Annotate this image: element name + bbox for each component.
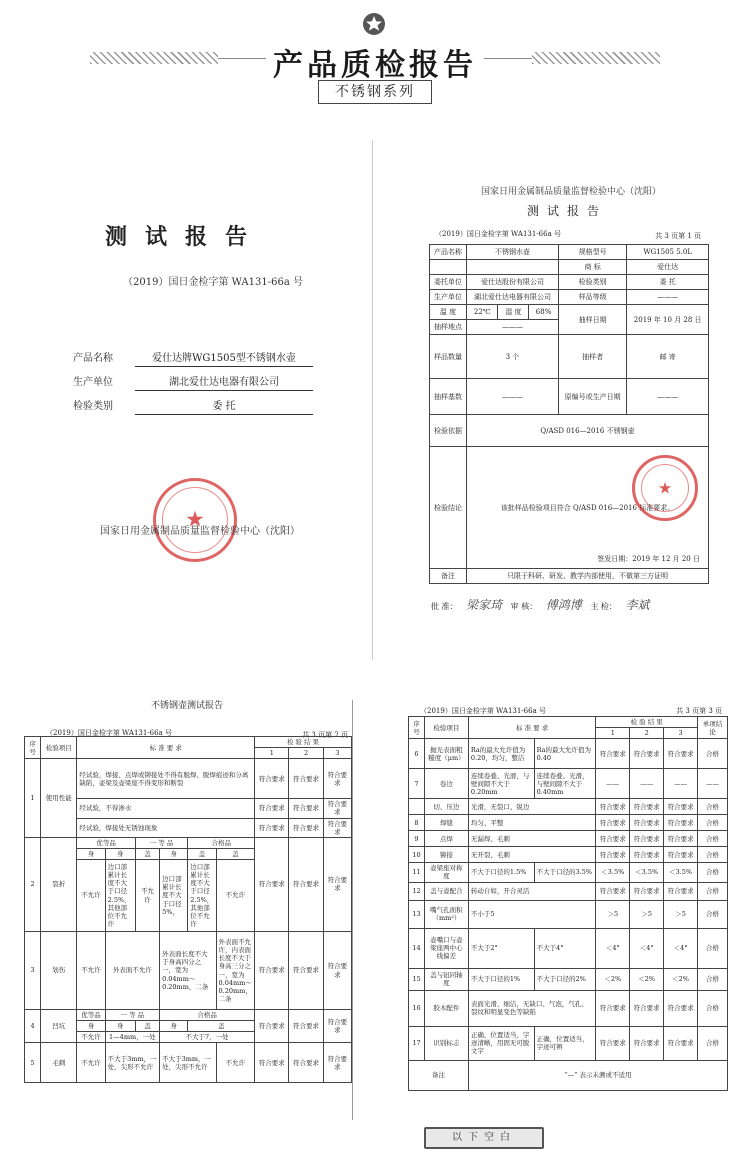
cell: 壶嘴口与壶梁座两中心线偏差 [424, 928, 468, 968]
cell: 1 [25, 759, 41, 838]
cell: 不允许 [77, 1032, 105, 1043]
th: 标 准 要 求 [468, 717, 595, 739]
cell: 不小于5 [468, 900, 595, 928]
cell: ＜4° [596, 928, 630, 968]
signature-row [431, 596, 711, 613]
cover-value: 委 托 [135, 397, 313, 415]
cover-organization: 国家日用金属制品质量监督检验中心（沈阳） [100, 526, 300, 537]
report-info-table [429, 244, 709, 584]
cell: 身 [77, 1021, 105, 1032]
cell: 符合要求 [289, 1010, 323, 1043]
cell: 只限于科研、研发、教学内部使用，不做第三方证明 [467, 569, 709, 584]
table-row [409, 968, 728, 990]
cell: 合格 [698, 831, 728, 847]
cell: ——— [627, 379, 709, 415]
p3-results-table [24, 736, 352, 1083]
report-title: 测试报告 [527, 204, 608, 218]
cell: 抽样地点 [430, 320, 467, 335]
cell: 符合要求 [323, 1010, 351, 1043]
th: 检 验 结 果 [596, 717, 698, 728]
cell: 不大于口径的3.5% [534, 863, 596, 882]
cell: 不大于7，一处 [160, 1032, 255, 1043]
table-row [409, 863, 728, 882]
cell: 合格 [698, 1026, 728, 1060]
cell: 合格 [698, 968, 728, 990]
conclusion-cell [467, 447, 709, 569]
cell: 嘴气孔面积（mm²） [424, 900, 468, 928]
cell: 符合要求 [664, 1026, 698, 1060]
th: 序号 [25, 737, 41, 759]
cell: 12 [409, 882, 425, 900]
cell [467, 260, 559, 275]
cell: 不允许 [216, 860, 255, 932]
cell: —— [630, 769, 664, 799]
cell: 符合要求 [664, 990, 698, 1026]
cover-label: 生产单位 [73, 377, 113, 388]
cell: 规格型号 [558, 245, 626, 260]
header-rule-right [484, 58, 532, 59]
p4-page-number: 共 3 页第 3 页 [676, 707, 722, 715]
cell: 卷边 [424, 769, 468, 799]
page-subtitle: 不锈钢系列 [318, 80, 432, 104]
header-rule-left [218, 58, 266, 59]
cell: ＜2% [596, 968, 630, 990]
hatch-decoration-left [90, 52, 218, 64]
cell: 不大于4° [534, 928, 596, 968]
cell: 爱仕达股份有限公司 [467, 275, 559, 290]
main-label: 主 检： [590, 602, 617, 611]
cell: 3 个 [467, 335, 559, 379]
cell: 身 [77, 848, 105, 859]
table-row [409, 990, 728, 1026]
th: 2 [289, 748, 323, 759]
cell: 符合要求 [630, 1026, 664, 1060]
cell: 一 等 品 [105, 1010, 159, 1021]
cell: 盖 [135, 1021, 159, 1032]
cell: 合格 [698, 815, 728, 831]
cell: 符合要求 [289, 932, 323, 1010]
cell: ＜4° [664, 928, 698, 968]
cell: WG1505 5.0L [627, 245, 709, 260]
cell: —— [596, 769, 630, 799]
p4-results-table [408, 716, 728, 1091]
cell: 符合要求 [630, 799, 664, 815]
cell: ——— [627, 290, 709, 305]
cell: 合格 [698, 863, 728, 882]
report-organization: 国家日用金属制品质量监督检验中心（沈阳） [481, 187, 662, 197]
cell: ＞5 [630, 900, 664, 928]
cell: 爱仕达 [627, 260, 709, 275]
cell: 外表面长度不大于身高四分之一，宽为0.04mm～0.20mm，二条 [160, 932, 216, 1010]
report-number: （2019）国日金检字第 WA131-66a 号 [435, 230, 561, 238]
note-text: “—” 表示未测或不适用 [468, 1060, 727, 1090]
cell: 焊缝 [424, 815, 468, 831]
cell: 3 [25, 932, 41, 1010]
cover-value: 爱仕达牌WG1505型不锈钢水壶 [135, 349, 313, 367]
cell: 盖与壶配合 [424, 882, 468, 900]
report-page-number: 共 3 页第 1 页 [655, 232, 701, 240]
cell: 连续卷叠、光滑，与壁间隙不大于0.20mm [468, 769, 534, 799]
cell: 样品数量 [430, 335, 467, 379]
cell: 符合要求 [630, 847, 664, 863]
cell: 符合要求 [596, 882, 630, 900]
cell: 符合要求 [289, 1043, 323, 1083]
cell: 合格 [698, 928, 728, 968]
table-row [409, 831, 728, 847]
cell: 不允许 [77, 860, 105, 932]
cell: 切、压边 [424, 799, 468, 815]
cell: 14 [409, 928, 425, 968]
cell: 22℃ [467, 305, 498, 320]
cell: 符合要求 [630, 739, 664, 769]
cell: 4 [25, 1010, 41, 1043]
cell: 符合要求 [664, 815, 698, 831]
cell: 不允许 [216, 1043, 255, 1083]
th: 标 准 要 求 [77, 737, 255, 759]
cell: —— [698, 769, 728, 799]
cell: ＜2% [664, 968, 698, 990]
cell: 符合要求 [255, 759, 289, 799]
cell: 湿 度 [498, 305, 529, 320]
cell: ＜3.5% [664, 863, 698, 882]
cell: 边口部累计长度不大于口径5%， [160, 860, 188, 932]
th: 1 [255, 748, 289, 759]
cell: 划伤 [41, 932, 77, 1010]
cell: 符合要求 [323, 759, 351, 799]
p3-page-number: 共 3 页第 2 页 [302, 731, 348, 739]
cell: 10 [409, 847, 425, 863]
cell: 身 [105, 1021, 135, 1032]
cell: 无漏焊、毛刺 [468, 831, 595, 847]
cell: 点焊 [424, 831, 468, 847]
cell: ＞5 [596, 900, 630, 928]
cell: 符合要求 [664, 831, 698, 847]
cell: 符合要求 [664, 739, 698, 769]
cell: Ra的最大允许值为 0.40 [534, 739, 596, 769]
cell: 不大于2° [468, 928, 534, 968]
cell: 符合要求 [255, 932, 289, 1010]
cell: 委 托 [627, 275, 709, 290]
cell: 符合要求 [255, 837, 289, 931]
cell: ＜3.5% [596, 863, 630, 882]
cell: 符合要求 [255, 818, 289, 837]
cell: Ra的最大允许值为 0.20，均匀，整洁 [468, 739, 534, 769]
cover-label: 产品名称 [73, 353, 113, 364]
cell: 合格 [698, 739, 728, 769]
p3-report-number: （2019）国日金检字第 WA131-66a 号 [46, 729, 172, 737]
cell: 符合要求 [289, 799, 323, 818]
th: 检验项目 [41, 737, 77, 759]
cell: 身 [160, 848, 188, 859]
cell: 备注 [430, 569, 467, 584]
review-label: 审 核： [510, 602, 538, 611]
cell: ＞5 [664, 900, 698, 928]
cell: 铆接 [424, 847, 468, 863]
cell: 身 [105, 848, 135, 859]
cell: 正确，位置适当，字迹清晰，用固无可脱文字 [468, 1026, 534, 1060]
cover-row-maker [73, 370, 313, 388]
cell: 符合要求 [323, 1043, 351, 1083]
th: 检验项目 [424, 717, 468, 739]
table-row [409, 799, 728, 815]
cell: 符合要求 [596, 739, 630, 769]
cell: 盖与钮同轴度 [424, 968, 468, 990]
cell: 温 度 [430, 305, 467, 320]
table-row [409, 882, 728, 900]
cell: 合格 [698, 990, 728, 1026]
cell: 符合要求 [323, 932, 351, 1010]
cover-label: 检验类别 [73, 401, 113, 412]
cell: 8 [409, 815, 425, 831]
table-row [409, 900, 728, 928]
cell: 邮 寄 [627, 335, 709, 379]
cell: 不允许 [77, 932, 105, 1010]
cell: 2019 年 10 月 28 日 [627, 305, 709, 335]
cell [430, 260, 467, 275]
cell: 边口部累计长度不大于口径2.5%，其他部位不允许 [105, 860, 135, 932]
table-row [409, 739, 728, 769]
cell: 生产单位 [430, 290, 467, 305]
cell: 盖 [188, 1021, 255, 1032]
test-page-2-scan [22, 692, 352, 1114]
cell: 不大于口径的1.5% [468, 863, 534, 882]
cell: 符合要求 [323, 818, 351, 837]
cell: 不锈钢水壶 [467, 245, 559, 260]
cell: 符合要求 [596, 1026, 630, 1060]
red-seal-stamp: ★ [632, 455, 698, 521]
cell: 合格品 [160, 1010, 255, 1021]
cell: 外表面不允许，内表面长度不大于身高三分之一，宽为0.04mm～0.20mm，二条 [216, 932, 255, 1010]
cell: 湖北爱仕达电器有限公司 [467, 290, 559, 305]
cell: 6 [409, 739, 425, 769]
cell: ——— [467, 320, 559, 335]
cell: 11 [409, 863, 425, 882]
cell: 检验结论 [430, 447, 467, 569]
cell: 符合要求 [255, 799, 289, 818]
cover-report-number: （2019）国日金检字第 WA131-66a 号 [123, 277, 303, 288]
cell: 一 等 品 [135, 837, 187, 848]
end-of-report-label: 以下空白 [424, 1127, 544, 1149]
cell: 符合要求 [255, 1010, 289, 1043]
cell: 抽样者 [558, 335, 626, 379]
table-row [409, 1026, 728, 1060]
cell: 经试验，焊接处无锈蚀现象 [77, 818, 255, 837]
cell: 表面光滑、细洁，无缺口、气泡，气孔、裂纹和明显变色等缺陷 [468, 990, 595, 1026]
cell: 抛光表面粗糙度（μm） [424, 739, 468, 769]
note-label: 备注 [409, 1060, 469, 1090]
cell: 身 [160, 1021, 188, 1032]
cell: 胶木配件 [424, 990, 468, 1026]
table-row [409, 928, 728, 968]
cell: 壶梁座对称度 [424, 863, 468, 882]
review-signature: 傅鸿博 [545, 598, 582, 612]
red-seal-stamp: ★ [153, 478, 237, 562]
cell: 符合要求 [289, 759, 323, 799]
cell: 符合要求 [630, 815, 664, 831]
cell: 7 [409, 769, 425, 799]
cell: 凹坑 [41, 1010, 77, 1043]
cell: Q/ASD 016—2016 不锈钢壶 [467, 415, 709, 447]
conclusion-text: 该批样品检验项目符合 Q/ASD 016—2016 标准要求。 [500, 503, 675, 512]
cell: 不允许 [135, 860, 159, 932]
hatch-decoration-right [532, 52, 660, 64]
cell: 符合要求 [596, 815, 630, 831]
cell: 优等品 [77, 837, 135, 848]
cell: 优等品 [77, 1010, 105, 1021]
cell: 符合要求 [596, 831, 630, 847]
cover-value: 湖北爱仕达电器有限公司 [135, 373, 313, 391]
p3-title: 不锈钢壶测试报告 [150, 701, 223, 711]
cell: 原编号或生产日期 [558, 379, 626, 415]
cover-title: 测试报告 [105, 224, 266, 250]
issue-date: 签发日期：2019 年 12 月 20 日 [597, 555, 700, 563]
cell: ＜3.5% [630, 863, 664, 882]
cell: 符合要求 [596, 847, 630, 863]
cell: 不大于口径的1% [468, 968, 534, 990]
cell: 毛刺 [41, 1043, 77, 1083]
cell: 裂折 [41, 837, 77, 931]
scan-divider [372, 140, 373, 660]
cell: 正确，位置适当，字迹可辨 [534, 1026, 596, 1060]
p3-single-col-line [352, 700, 353, 1120]
table-row [409, 815, 728, 831]
approve-signature: 梁家琦 [466, 598, 503, 612]
th: 2 [630, 728, 664, 739]
cell: 光滑，无裂口、锐边 [468, 799, 595, 815]
star-badge-icon [362, 12, 386, 36]
page-title: 产品质检报告 [273, 48, 477, 83]
cell [409, 799, 425, 815]
cell: 检验依据 [430, 415, 467, 447]
cell: ＜2% [630, 968, 664, 990]
cell: 17 [409, 1026, 425, 1060]
cell: ——— [467, 379, 559, 415]
main-signature: 李斌 [625, 598, 650, 612]
cell: 识别标志 [424, 1026, 468, 1060]
cell: 无开裂、毛刺 [468, 847, 595, 863]
cover-page-scan [5, 148, 367, 668]
cell: 2 [25, 837, 41, 931]
th: 1 [596, 728, 630, 739]
cell: 5 [25, 1043, 41, 1083]
cell: 委托单位 [430, 275, 467, 290]
cell: 抽样基数 [430, 379, 467, 415]
cell: 符合要求 [664, 882, 698, 900]
th: 3 [664, 728, 698, 739]
cell: 合格品 [188, 837, 255, 848]
cell: 合格 [698, 799, 728, 815]
cover-row-product [73, 346, 313, 364]
cell: 符合要求 [630, 990, 664, 1026]
p4-table-body [409, 739, 728, 1060]
cell: 不大于3mm，一处，尖形不允许 [160, 1043, 216, 1083]
table-row [409, 769, 728, 799]
cell: 盖 [216, 848, 255, 859]
cell: 15 [409, 968, 425, 990]
th: 3 [323, 748, 351, 759]
cell: 符合要求 [630, 882, 664, 900]
cell: 13 [409, 900, 425, 928]
cell: ＜4° [630, 928, 664, 968]
cell: 合格 [698, 882, 728, 900]
cell: 盖 [188, 848, 216, 859]
cell: 产品名称 [430, 245, 467, 260]
approve-label: 批 准： [431, 602, 458, 611]
cell: 符合要求 [596, 799, 630, 815]
cell: 16 [409, 990, 425, 1026]
cover-row-category [73, 394, 313, 412]
cell: 合格 [698, 847, 728, 863]
page-header [0, 0, 750, 125]
cell: 不大于口径的2% [534, 968, 596, 990]
cell: 符合要求 [289, 818, 323, 837]
th: 检 验 结 果 [255, 737, 352, 748]
report-page-scan [415, 178, 715, 628]
cell: 检验类别 [558, 275, 626, 290]
cell: 合格 [698, 900, 728, 928]
cell: 符合要求 [323, 837, 351, 931]
cell: 符合要求 [664, 799, 698, 815]
cell: 经试验，焊接、点焊或铆接处不得有脱焊、脱焊痕迹和分离缺陷，壶梁及壶梁座不得变形和断裂 [77, 759, 255, 799]
cell: 符合要求 [596, 990, 630, 1026]
cell: 符合要求 [664, 847, 698, 863]
cell: 均匀、平整 [468, 815, 595, 831]
cell: 样品等级 [558, 290, 626, 305]
th: 单项结论 [698, 717, 728, 739]
cell: 边口部累计长度不大于口径2.5%，其他部位不允许 [188, 860, 216, 932]
table-row [409, 847, 728, 863]
cell: —— [664, 769, 698, 799]
cell: 不允许 [77, 1043, 105, 1083]
cell: 符合要求 [289, 837, 323, 931]
cell: 符合要求 [630, 831, 664, 847]
p4-report-number: （2019）国日金检字第 WA131-66a 号 [420, 707, 546, 715]
cell: 盖 [135, 848, 159, 859]
cell: 9 [409, 831, 425, 847]
cell: 符合要求 [323, 799, 351, 818]
cell: 经试验，不得渗水 [77, 799, 255, 818]
cell: 抽样日期 [558, 305, 626, 335]
cell: 不大于3mm，一处，尖形不允许 [105, 1043, 159, 1083]
cell: 使用性能 [41, 759, 77, 838]
cell: 68% [529, 305, 559, 320]
cell: 转动自如，开合灵活 [468, 882, 595, 900]
cell: 商 标 [558, 260, 626, 275]
cell: 连续卷叠、光滑，与壁间隙不大于0.40mm [534, 769, 596, 799]
test-page-3-scan [406, 706, 728, 1122]
th: 序号 [409, 717, 425, 739]
cell: 1—4mm，一处 [105, 1032, 159, 1043]
cell: 符合要求 [255, 1043, 289, 1083]
cell: 外表面不允许 [105, 932, 159, 1010]
